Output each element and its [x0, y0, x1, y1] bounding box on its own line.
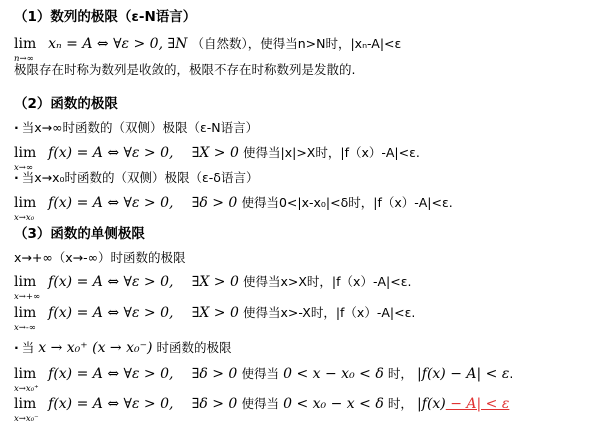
condition-text: 使得当x>X时，|f（x）-A|<ε. — [243, 274, 412, 289]
condition-text: 使得当|x|>X时，|f（x）-A|<ε. — [243, 145, 420, 160]
period: . — [509, 366, 514, 381]
bullet-dot: · — [14, 340, 19, 355]
time-text: 时， — [387, 396, 413, 411]
lim-word: lim — [14, 396, 37, 412]
limit-left-line — [14, 396, 510, 424]
bullet-math: x → x₀⁺ (x → x₀⁻) — [38, 340, 153, 356]
lim-word: lim — [14, 36, 37, 52]
bullet-infinity-limit — [14, 120, 258, 136]
conclusion-math: |f(x) − A| < ε — [417, 366, 510, 382]
bullet-text: 当x→∞时函数的（双侧）极限（ε-N语言） — [21, 120, 259, 135]
exists-clause: ∃X > 0 — [191, 305, 239, 321]
lim-operator — [14, 366, 40, 394]
exists-clause: ∃δ > 0 — [191, 195, 238, 211]
function-limit-x0-line — [14, 195, 453, 223]
sequence-limit-formula: xₙ = A ⇔ ∀ε > 0, ∃N — [48, 36, 188, 52]
lim-word: lim — [14, 274, 37, 290]
sequence-limit-line — [14, 36, 402, 64]
bullet-dot: · — [14, 170, 19, 185]
limit-minus-infinity-line — [14, 305, 416, 333]
lim-subscript: x→∞ — [14, 163, 33, 173]
condition-math: 0 < x₀ − x < δ — [283, 396, 384, 412]
conclusion-math-highlighted: − A| < ε — [445, 396, 510, 412]
exists-clause: ∃δ > 0 — [191, 396, 238, 412]
exists-clause: ∃δ > 0 — [191, 366, 238, 382]
limit-right-line — [14, 366, 514, 394]
sequence-limit-text: （自然数），使得当n>N时，|xₙ-A|<ε — [191, 36, 402, 51]
lim-subscript: n→∞ — [14, 54, 34, 64]
section1-heading: （1）数列的极限（ε-N语言） — [14, 9, 197, 25]
lim-word: lim — [14, 366, 37, 382]
condition-text: 使得当 — [241, 366, 279, 381]
section2-heading: （2）函数的极限 — [14, 96, 118, 112]
bullet-one-sided-x0 — [14, 340, 231, 356]
time-text: 时， — [387, 366, 413, 381]
lim-subscript: x→x₀⁻ — [14, 414, 39, 424]
lim-operator — [14, 145, 40, 173]
lim-operator — [14, 36, 40, 64]
lim-subscript: x→+∞ — [14, 292, 41, 302]
formula: f(x) = A ⇔ ∀ε > 0, — [48, 366, 174, 382]
condition-math: 0 < x − x₀ < δ — [283, 366, 384, 382]
exists-clause: ∃X > 0 — [191, 274, 239, 290]
bullet-dot: · — [14, 120, 19, 135]
formula: f(x) = A ⇔ ∀ε > 0, — [48, 195, 174, 211]
lim-subscript: x→x₀ — [14, 213, 35, 223]
limit-plus-infinity-line — [14, 274, 412, 302]
lim-operator — [14, 305, 40, 333]
lim-operator — [14, 274, 41, 302]
conclusion-math-start: |f(x) — [417, 396, 446, 412]
lim-subscript: x→-∞ — [14, 323, 36, 333]
bullet-pre: 当 — [21, 340, 35, 355]
lim-operator — [14, 396, 40, 424]
formula: f(x) = A ⇔ ∀ε > 0, — [48, 274, 174, 290]
lim-operator — [14, 195, 40, 223]
condition-text: 使得当x>-X时，|f（x）-A|<ε. — [243, 305, 416, 320]
bullet-x0-limit — [14, 170, 258, 186]
formula: f(x) = A ⇔ ∀ε > 0, — [48, 145, 174, 161]
exists-clause: ∃X > 0 — [191, 145, 239, 161]
formula: f(x) = A ⇔ ∀ε > 0, — [48, 305, 174, 321]
bullet-text: 当x→x₀时函数的（双侧）极限（ε-δ语言） — [21, 170, 259, 185]
section3-heading: （3）函数的单侧极限 — [14, 226, 145, 242]
formula: f(x) = A ⇔ ∀ε > 0, — [48, 396, 174, 412]
lim-word: lim — [14, 305, 37, 321]
one-sided-infinity-intro: x→+∞（x→-∞）时函数的极限 — [14, 250, 186, 265]
lim-word: lim — [14, 145, 37, 161]
condition-text: 使得当0<|x-x₀|<δ时，|f（x）-A|<ε. — [241, 195, 453, 210]
lim-subscript: x→x₀⁺ — [14, 384, 39, 394]
function-limit-infinity-line — [14, 145, 420, 173]
condition-text: 使得当 — [241, 396, 279, 411]
convergence-note: 极限存在时称为数列是收敛的，极限不存在时称数列是发散的. — [14, 62, 356, 77]
bullet-post: 时函数的极限 — [156, 340, 232, 355]
lim-word: lim — [14, 195, 37, 211]
